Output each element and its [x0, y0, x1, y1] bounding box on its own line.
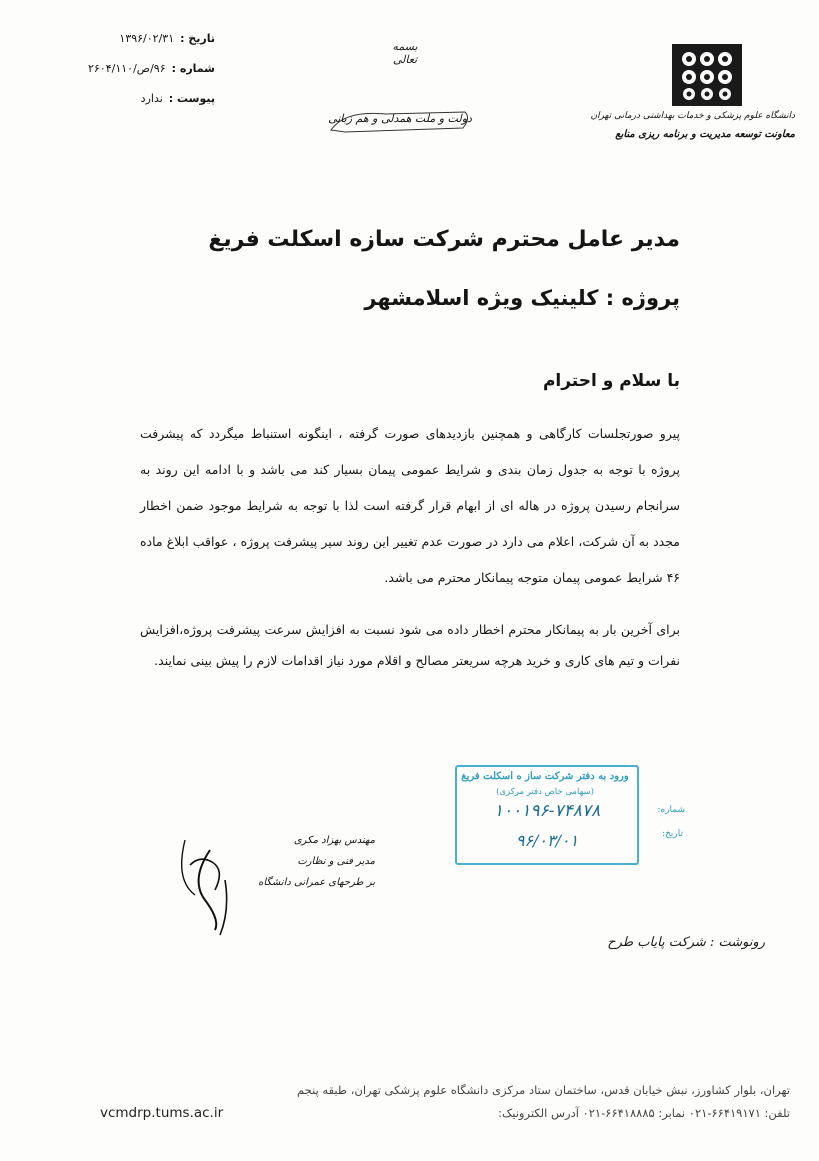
footer-website[interactable]: vcmdrp.tums.ac.ir [100, 1105, 224, 1121]
date-row [40, 24, 215, 54]
footer-contact-row [100, 1102, 790, 1124]
motto-text: دولت و ملت همدلی و هم زبانی [328, 112, 472, 125]
footer-contact: تلفن: ۶۶۴۱۹۱۷۱-۰۲۱ نمابر: ۶۶۴۱۸۸۸۵-۰۲۱ آدرس الکترونیک: [498, 1106, 790, 1120]
recipient-heading: مدیر عامل محترم شرکت سازه اسکلت فریغ [208, 227, 680, 252]
stamp-title: ورود به دفتر شرکت ساز ه اسکلت فریغ [461, 771, 629, 782]
attachment-value: ندارد [140, 92, 163, 105]
stamp-subtitle: (سهامی خاص دفتر مرکزی) [496, 787, 594, 797]
footer [100, 1078, 790, 1124]
signer-title: مدیر فنی و نظارت [297, 856, 375, 867]
received-stamp [455, 765, 685, 865]
stamp-date-value: ۹۶/۰۳/۰۱ [515, 831, 579, 850]
org-deputy: معاونت توسعه مدیریت و برنامه ریزی منابع [615, 129, 795, 140]
paragraph-1-text: پیرو صورتجلسات کارگاهی و همچنین بازدیدهای صورت گرفته ، اینگونه استنباط میگردد که پیشرفت پروژه با توجه به جدول زمان بندی و شرایط عمومی پیمان بسیار کند می باشد و با ادامه این روند به سرانجام رسیدن پروژه در هاله ای از ابهام قرار گرفته است لذا با توجه به شرایط موجود ضمن اخطار مجدد به آن شرکت، اعلام می دارد در صورت عدم تغییر این روند سیر پیشرفت پروژه ، عواقب ابلاغ ماده ۴۶ شرایط عمومی پیمان متوجه پیمانکار محترم می باشد. [140, 426, 680, 585]
stamp-date-label: تاریخ: [662, 829, 683, 839]
footer-address: تهران، بلوار کشاورز، نبش خیابان قدس، ساختمان ستاد مرکزی دانشگاه علوم پزشکی تهران، طبقه پنجم [297, 1083, 790, 1097]
bismillah: بسمه تعالی [392, 40, 418, 66]
organization-lines [560, 108, 795, 146]
signer-name: مهندس بهزاد مکری [293, 835, 375, 846]
signer-department: بر طرحهای عمرانی دانشگاه [258, 877, 375, 888]
body-paragraph-1 [140, 416, 680, 596]
motto-banner [325, 104, 475, 136]
university-logo-icon [670, 42, 744, 108]
letter-meta [40, 24, 215, 114]
paragraph-2-text: برای آخرین بار به پیمانکار محترم اخطار داده می شود نسبت به افزایش سرعت پیشرفت پروژه،افزایش نفرات و تیم های کاری و خرید هرچه سریعتر مصالح و اقلام مورد نیاز اقدامات لازم را پیش بینی نمایند. [140, 622, 680, 668]
number-row [40, 54, 215, 84]
carbon-copy-note: رونوشت : شرکت پایاب طرح [607, 935, 765, 950]
signature-block [235, 830, 375, 893]
number-label: شماره : [171, 62, 215, 75]
attachment-label: پیوست : [168, 92, 215, 105]
date-label: تاریخ : [180, 32, 215, 45]
stamp-number-label: شماره: [657, 805, 685, 815]
date-value: ۱۳۹۶/۰۲/۳۱ [119, 32, 175, 45]
body-paragraph-2 [140, 614, 680, 676]
attachment-row [40, 84, 215, 114]
stamp-number-value: ۱۰۰۱۹۶-۷۴۸۷۸ [493, 801, 601, 821]
greeting: با سلام و احترام [542, 371, 680, 391]
project-heading: پروژه : کلینیک ویژه اسلامشهر [364, 286, 680, 310]
number-value: ۹۶/ص/۲۶۰۴/۱۱۰ [87, 62, 166, 75]
org-university: دانشگاه علوم پزشکی و خدمات بهداشتی درمانی تهران [590, 111, 795, 121]
